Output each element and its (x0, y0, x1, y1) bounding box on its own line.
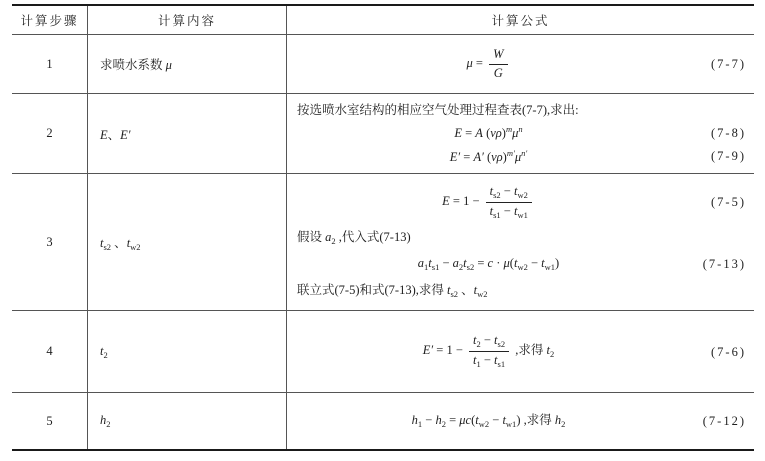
equation-number: (7-5) (711, 195, 746, 210)
math-variable: a (417, 256, 425, 271)
step-number: 2 (46, 126, 53, 140)
math-superscript: n (518, 124, 523, 135)
math-subscript: w2 (517, 190, 528, 201)
math-subscript: 2 (458, 262, 464, 273)
math-variable: t (489, 184, 494, 199)
math-subscript: 2 (331, 235, 336, 246)
math-fraction (486, 184, 532, 220)
math-text: = 1 − (449, 194, 483, 209)
formula-math (422, 333, 555, 369)
math-superscript: n′ (521, 147, 528, 158)
math-subscript: s2 (493, 190, 501, 201)
math-subscript: w2 (478, 419, 490, 430)
math-text: 、 (458, 282, 474, 297)
math-variable: E (442, 194, 450, 209)
fraction-numerator (486, 184, 532, 203)
math-variable: G (493, 65, 503, 80)
math-subscript: 2 (441, 419, 446, 430)
table-row (12, 174, 754, 311)
table-row (12, 94, 754, 174)
header-cell-step (12, 6, 88, 34)
math-subscript: 1 (417, 419, 423, 430)
math-variable: μ (503, 256, 510, 271)
header-label-content: 计算内容 (157, 14, 216, 28)
math-variable: t (473, 333, 477, 348)
formula-line (287, 123, 754, 142)
math-variable: μc (459, 413, 472, 428)
formula-cell (287, 311, 754, 392)
math-variable: μ (512, 126, 519, 141)
math-text: ,求得 (512, 343, 547, 358)
math-text: ) (502, 149, 507, 164)
math-text: − (527, 256, 542, 271)
math-subscript: 2 (106, 419, 111, 429)
math-text: ( (483, 149, 492, 164)
math-variable: t (463, 256, 467, 271)
math-variable: h (100, 413, 107, 427)
math-text: = (445, 413, 460, 428)
math-text: = (474, 256, 488, 271)
math-text: 、 (107, 127, 121, 142)
math-variable: c (487, 256, 494, 271)
math-text: − (489, 413, 503, 428)
equation-number: (7-9) (711, 149, 746, 164)
math-variable: E (100, 127, 108, 142)
formula-line (287, 101, 754, 119)
math-text: 联立式(7-5)和式(7-13),求得 (297, 282, 447, 297)
math-variable: t (428, 256, 432, 271)
math-text: = (461, 126, 476, 141)
math-variable: μ (514, 149, 522, 164)
math-superscript: m (505, 124, 513, 135)
math-text: ) (501, 126, 506, 141)
step-cell (12, 35, 88, 93)
math-variable: A (475, 126, 483, 141)
math-subscript: 1 (476, 359, 481, 369)
formula-text (297, 103, 579, 117)
formula-cell (287, 393, 754, 449)
math-subscript: w2 (517, 262, 528, 273)
formula-line (287, 254, 754, 273)
math-variable: E′ (120, 127, 131, 142)
math-variable: t (546, 343, 550, 358)
step-number: 5 (46, 413, 53, 428)
content-cell (88, 174, 287, 310)
math-text: ( (509, 256, 514, 271)
math-variable: t (494, 353, 498, 367)
math-text: − (500, 203, 514, 218)
math-variable: t (513, 203, 518, 218)
math-fraction (489, 47, 507, 81)
formula-math (442, 184, 535, 220)
content-text (100, 125, 131, 143)
math-subscript: s1 (497, 359, 506, 369)
math-text: − (480, 333, 495, 348)
formula-math (466, 46, 510, 80)
table-row (12, 393, 754, 449)
step-cell (12, 311, 88, 392)
math-variable: t (541, 256, 545, 271)
fraction-denominator (469, 352, 509, 370)
equation-number: (7-8) (711, 125, 746, 140)
math-variable: t (473, 353, 477, 367)
content-cell (88, 311, 287, 392)
math-variable: h (554, 413, 562, 428)
math-variable: t (513, 184, 518, 199)
math-text: 求喷水系数 (100, 58, 166, 72)
math-variable: h (435, 413, 442, 428)
math-variable: μ (466, 55, 473, 70)
formula-line (287, 47, 754, 81)
table-row (12, 35, 754, 94)
formula-line (287, 147, 754, 166)
math-subscript: 2 (561, 419, 566, 430)
math-text: ( (482, 126, 491, 141)
math-text: = 1 − (433, 343, 466, 358)
math-variable: t (502, 413, 506, 428)
math-fraction (469, 333, 509, 369)
formula-line (287, 411, 754, 430)
math-variable: vρ (490, 126, 502, 141)
content-text (100, 413, 111, 429)
step-cell (12, 174, 88, 310)
header-cell-formula (287, 6, 754, 34)
content-cell (88, 393, 287, 449)
math-text: ) ,求得 (516, 413, 555, 428)
step-number: 4 (46, 344, 53, 358)
table-header-row (12, 6, 754, 35)
math-variable: t (494, 333, 498, 348)
equation-number: (7-13) (702, 256, 746, 271)
math-subscript: 2 (549, 349, 555, 360)
table-row (12, 311, 754, 393)
math-variable: t (475, 413, 479, 428)
math-subscript: 1 (424, 262, 429, 273)
math-variable: A′ (473, 149, 484, 164)
step-cell (12, 393, 88, 449)
content-text (100, 55, 172, 73)
math-variable: t (513, 256, 518, 271)
formula-math (454, 126, 522, 140)
formula-text (297, 230, 411, 244)
math-text: − (480, 353, 495, 367)
step-cell (12, 94, 88, 173)
math-variable: t (473, 282, 478, 297)
math-variable: t (100, 235, 104, 250)
math-text: 按选喷水室结构的相应空气处理过程查表(7-7),求出: (297, 103, 579, 118)
math-variable: t (126, 235, 131, 250)
content-text (100, 344, 108, 360)
math-text: · (493, 256, 504, 271)
math-variable: t (489, 203, 494, 218)
calculation-steps-table (12, 4, 754, 451)
math-subscript: s2 (466, 262, 475, 273)
math-text: 假设 (297, 229, 326, 244)
math-text: − (422, 413, 436, 428)
formula-math (449, 147, 528, 164)
math-subscript: 2 (476, 339, 481, 350)
math-text: ( (471, 413, 476, 428)
formula-math (411, 413, 566, 430)
math-subscript: w2 (477, 288, 488, 299)
math-subscript: s1 (431, 262, 440, 273)
math-subscript: s2 (497, 339, 506, 350)
header-label-step: 计算步骤 (20, 14, 79, 28)
step-number: 1 (46, 56, 53, 71)
fraction-numerator (469, 333, 509, 352)
math-subscript: s1 (493, 209, 501, 220)
formula-math (417, 256, 560, 273)
formula-cell (287, 174, 754, 310)
math-variable: t (100, 343, 104, 358)
math-subscript: w1 (544, 262, 556, 273)
math-text: − (500, 184, 514, 199)
math-variable: a (325, 229, 332, 244)
fraction-denominator (486, 203, 532, 221)
math-subscript: w1 (517, 209, 528, 220)
math-variable: vρ (491, 149, 503, 164)
formula-cell (287, 35, 754, 93)
formula-line (287, 184, 754, 220)
math-subscript: s2 (450, 288, 459, 299)
formula-line (287, 281, 754, 300)
equation-number: (7-7) (711, 56, 746, 71)
formula-line (287, 333, 754, 369)
formula-cell (287, 94, 754, 173)
equation-number: (7-6) (711, 344, 746, 359)
formula-text (297, 283, 488, 297)
content-text (100, 233, 141, 252)
step-number: 3 (46, 234, 53, 249)
math-variable: E (454, 126, 462, 141)
header-label-formula: 计算公式 (491, 14, 550, 28)
math-subscript: w2 (130, 241, 141, 252)
content-cell (88, 94, 287, 173)
math-text: − (439, 256, 453, 271)
math-text: ) (555, 256, 560, 271)
math-variable: h (411, 413, 418, 428)
math-text: 、 (111, 235, 127, 250)
fraction-numerator (489, 47, 507, 65)
header-cell-content (88, 6, 287, 34)
math-subscript: s2 (103, 241, 112, 252)
fraction-denominator (489, 65, 507, 82)
math-superscript: m′ (506, 147, 515, 158)
math-variable: E′ (422, 343, 434, 358)
content-cell (88, 35, 287, 93)
math-variable: t (446, 282, 451, 297)
formula-line (287, 228, 754, 247)
math-subscript: 2 (103, 349, 108, 360)
math-text: = (460, 149, 474, 164)
math-variable: E′ (449, 149, 461, 164)
math-variable: W (493, 46, 504, 61)
math-text: = (472, 55, 487, 70)
math-variable: a (452, 256, 459, 271)
math-text: ,代入式(7-13) (335, 229, 411, 244)
math-variable: μ (165, 58, 172, 72)
equation-number: (7-12) (702, 413, 746, 428)
math-subscript: w1 (505, 419, 517, 430)
